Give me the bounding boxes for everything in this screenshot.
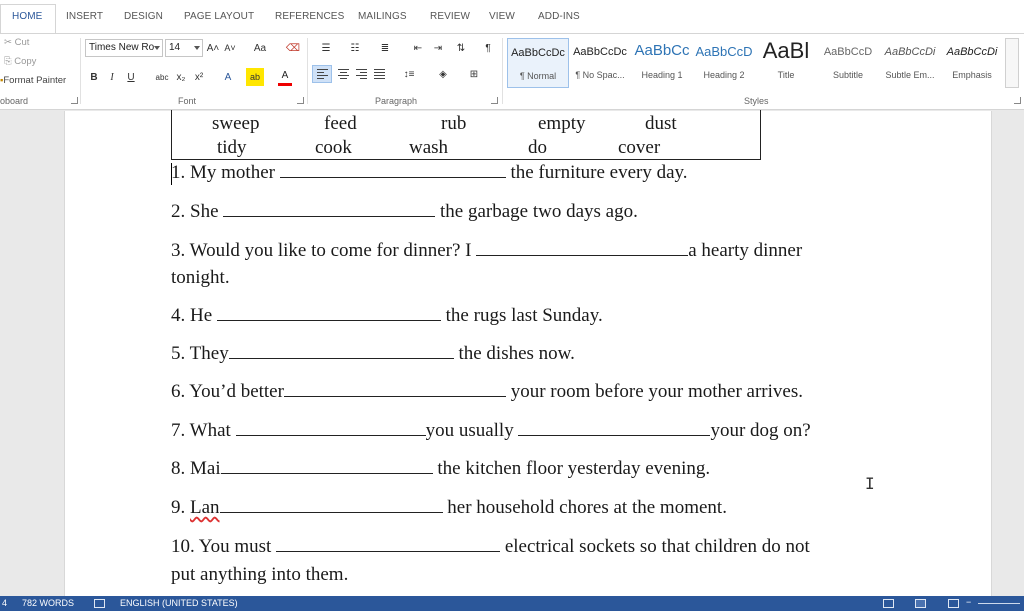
answer-blank[interactable] bbox=[284, 382, 506, 397]
underline-button[interactable]: U bbox=[127, 71, 135, 83]
clear-formatting-icon[interactable]: ⌫ bbox=[285, 42, 301, 54]
word-bank-item: wash bbox=[409, 137, 449, 158]
highlight-button[interactable]: ab bbox=[246, 68, 264, 86]
ribbon-tabs bbox=[0, 0, 1024, 34]
cut-button[interactable] bbox=[4, 37, 29, 48]
word-bank-item: tidy bbox=[217, 137, 247, 158]
tab-references[interactable]: REFERENCES bbox=[275, 11, 345, 22]
style-heading-1[interactable] bbox=[631, 38, 693, 88]
sentence-text: 10. You must bbox=[171, 536, 272, 557]
language-indicator[interactable]: ENGLISH (UNITED STATES) bbox=[120, 598, 238, 608]
tab-add-ins[interactable]: ADD-INS bbox=[538, 11, 580, 22]
word-bank-item: cook bbox=[315, 137, 352, 158]
font-name-dropdown[interactable] bbox=[85, 39, 163, 57]
misspelled-word[interactable]: Lan bbox=[190, 497, 220, 518]
style-subtle-emphasis[interactable] bbox=[879, 38, 941, 88]
zoom-slider[interactable] bbox=[978, 603, 1020, 604]
change-case-button[interactable]: Aa bbox=[253, 42, 267, 54]
sort-button[interactable]: ⇅ bbox=[456, 42, 466, 54]
tab-insert[interactable]: INSERT bbox=[66, 11, 104, 22]
styles-gallery-scrollbar[interactable] bbox=[1005, 38, 1019, 88]
read-mode-icon[interactable] bbox=[883, 599, 894, 608]
copy-icon: ⎘ bbox=[4, 56, 15, 67]
exercise-line-3 bbox=[171, 240, 802, 262]
scissors-icon: ✂ bbox=[4, 37, 15, 48]
style-preview: AaBbCcD bbox=[695, 44, 753, 59]
sentence-text: 8. Mai bbox=[171, 458, 221, 479]
style-normal[interactable] bbox=[507, 38, 569, 88]
sentence-text: tonight. bbox=[171, 267, 230, 288]
exercise-line-6 bbox=[171, 381, 803, 403]
sentence-text: electrical sockets so that children do not bbox=[504, 536, 810, 557]
exercise-line-4 bbox=[171, 305, 603, 327]
shading-icon[interactable]: ◈ bbox=[439, 68, 447, 80]
status-bar bbox=[0, 596, 1024, 611]
justify-icon[interactable] bbox=[371, 65, 387, 83]
tab-view[interactable]: VIEW bbox=[489, 11, 515, 22]
answer-blank[interactable] bbox=[476, 241, 688, 256]
numbering-icon[interactable]: ☷ bbox=[350, 42, 360, 54]
show-marks-button[interactable]: ¶ bbox=[485, 42, 491, 54]
exercise-line-3-cont bbox=[171, 267, 230, 289]
sentence-text: 3. Would you like to come for dinner? I bbox=[171, 240, 472, 261]
style-subtitle[interactable] bbox=[817, 38, 879, 88]
word-bank-item: dust bbox=[645, 113, 677, 134]
sentence-text: 4. He bbox=[171, 305, 213, 326]
font-group-label: Font bbox=[178, 96, 197, 106]
answer-blank[interactable] bbox=[221, 459, 433, 474]
group-divider bbox=[307, 38, 308, 104]
line-spacing-icon[interactable]: ↕≡ bbox=[403, 68, 415, 80]
text-effects-button[interactable]: A bbox=[224, 71, 232, 83]
style-preview: AaBbCcDc bbox=[511, 47, 565, 59]
style-emphasis[interactable] bbox=[941, 38, 1003, 88]
style-preview: AaBbCcDi bbox=[884, 46, 936, 58]
clipboard-group-label: oboard bbox=[0, 96, 29, 106]
proofing-icon[interactable] bbox=[94, 599, 105, 608]
style-heading-2[interactable] bbox=[693, 38, 755, 88]
sentence-text: the garbage two days ago. bbox=[440, 201, 638, 222]
style-no-spacing[interactable] bbox=[569, 38, 631, 88]
clipboard-launcher-icon[interactable] bbox=[71, 97, 78, 104]
exercise-line-10 bbox=[171, 536, 810, 558]
tab-review[interactable]: REVIEW bbox=[430, 11, 471, 22]
style-preview: AaBbCcD bbox=[823, 46, 873, 58]
zoom-out-icon[interactable]: − bbox=[966, 597, 972, 607]
tab-design[interactable]: DESIGN bbox=[124, 11, 163, 22]
styles-group-label: Styles bbox=[744, 96, 769, 106]
style-name: Emphasis bbox=[952, 70, 992, 80]
word-count[interactable]: 782 WORDS bbox=[22, 598, 75, 608]
tab-page-layout[interactable]: PAGE LAYOUT bbox=[184, 11, 255, 22]
cut-label: Cut bbox=[14, 37, 30, 48]
sentence-text: 5. They bbox=[171, 343, 229, 364]
chevron-down-icon bbox=[194, 46, 200, 50]
align-right-icon[interactable] bbox=[353, 65, 369, 83]
font-color-button[interactable]: A bbox=[278, 68, 292, 86]
sentence-text: 6. You’d better bbox=[171, 381, 284, 402]
sentence-text: the kitchen floor yesterday evening. bbox=[437, 458, 711, 479]
sentence-text: your room before your mother arrives. bbox=[510, 381, 803, 402]
exercise-line-7 bbox=[171, 420, 811, 442]
answer-blank[interactable] bbox=[223, 202, 435, 217]
styles-launcher-icon[interactable] bbox=[1014, 97, 1021, 104]
italic-button[interactable]: I bbox=[110, 71, 114, 83]
borders-icon[interactable]: ⊞ bbox=[469, 68, 479, 80]
style-name: ¶ No Spac... bbox=[575, 70, 625, 80]
sentence-text: put anything into them. bbox=[171, 564, 349, 585]
sentence-text: 7. What bbox=[171, 420, 231, 441]
superscript-button[interactable]: x² bbox=[194, 71, 204, 83]
style-preview: AaBl bbox=[762, 38, 810, 63]
exercise-line-5 bbox=[171, 343, 575, 365]
style-name: Heading 2 bbox=[703, 70, 745, 80]
sentence-text: the furniture every day. bbox=[510, 162, 688, 183]
bullets-icon[interactable]: ☰ bbox=[321, 42, 331, 54]
styles-gallery bbox=[507, 38, 1017, 88]
bold-button[interactable]: B bbox=[90, 71, 98, 83]
style-preview: AaBbCcDc bbox=[573, 46, 627, 58]
exercise-line-9 bbox=[171, 497, 727, 519]
align-left-icon[interactable] bbox=[312, 65, 332, 83]
subscript-button[interactable]: x₂ bbox=[176, 71, 186, 83]
web-layout-icon[interactable] bbox=[948, 599, 959, 608]
sentence-text: the dishes now. bbox=[458, 343, 575, 364]
sentence-text: your dog on? bbox=[710, 420, 811, 441]
font-name-value: Times New Ro bbox=[89, 42, 155, 53]
decrease-indent-icon[interactable]: ⇤ bbox=[413, 42, 423, 54]
sentence-text: a hearty dinner bbox=[688, 240, 803, 261]
exercise-line-1 bbox=[171, 162, 688, 184]
style-name: Heading 1 bbox=[641, 70, 683, 80]
style-name: Subtle Em... bbox=[885, 70, 935, 80]
exercise-line-8 bbox=[171, 458, 710, 480]
paintbrush-icon: ▪ bbox=[0, 75, 4, 86]
answer-blank[interactable] bbox=[236, 421, 426, 436]
word-bank-item: do bbox=[528, 137, 547, 158]
answer-blank[interactable] bbox=[280, 163, 506, 178]
print-layout-icon[interactable] bbox=[915, 599, 926, 608]
tab-mailings[interactable]: MAILINGS bbox=[358, 11, 407, 22]
grow-font-button[interactable]: A˄ bbox=[206, 42, 220, 54]
page-indicator[interactable]: 4 bbox=[2, 598, 8, 608]
word-bank-item: cover bbox=[618, 137, 661, 158]
copy-label: Copy bbox=[14, 56, 37, 67]
answer-blank[interactable] bbox=[229, 344, 454, 359]
align-center-icon[interactable] bbox=[335, 65, 351, 83]
paragraph-group-label: Paragraph bbox=[375, 96, 418, 106]
sentence-text: 9. bbox=[171, 497, 190, 518]
font-size-dropdown[interactable] bbox=[165, 39, 203, 57]
ribbon bbox=[0, 33, 1024, 110]
tab-home[interactable]: HOME bbox=[12, 11, 43, 22]
sentence-text: the rugs last Sunday. bbox=[445, 305, 603, 326]
sentence-text: her household chores at the moment. bbox=[447, 497, 727, 518]
sentence-text: 1. My mother bbox=[171, 162, 275, 183]
style-preview: AaBbCcDi bbox=[946, 46, 998, 58]
exercise-line-10-cont bbox=[171, 564, 348, 586]
multilevel-list-icon[interactable]: ≣ bbox=[380, 42, 390, 54]
answer-blank[interactable] bbox=[276, 537, 500, 552]
answer-blank[interactable] bbox=[220, 498, 443, 513]
format-painter-label: Format Painter bbox=[3, 75, 67, 86]
sentence-text: 2. She bbox=[171, 201, 219, 222]
chevron-down-icon bbox=[154, 46, 160, 50]
strikethrough-button[interactable]: abc bbox=[155, 72, 169, 82]
style-name: ¶ Normal bbox=[519, 71, 557, 81]
increase-indent-icon[interactable]: ⇥ bbox=[433, 42, 443, 54]
style-preview: AaBbCc bbox=[634, 42, 690, 59]
shrink-font-button[interactable]: A˅ bbox=[224, 43, 236, 53]
font-size-value: 14 bbox=[169, 42, 181, 53]
exercise-line-2 bbox=[171, 201, 638, 223]
word-bank-item: sweep bbox=[212, 113, 260, 134]
style-name: Subtitle bbox=[832, 70, 864, 80]
group-divider bbox=[502, 38, 503, 104]
mouse-ibeam-cursor: I bbox=[865, 474, 875, 493]
group-divider bbox=[80, 38, 81, 104]
style-title[interactable] bbox=[755, 38, 817, 88]
answer-blank[interactable] bbox=[518, 421, 710, 436]
answer-blank[interactable] bbox=[217, 306, 441, 321]
word-bank-item: empty bbox=[538, 113, 586, 134]
copy-button[interactable] bbox=[4, 56, 36, 67]
sentence-text: you usually bbox=[425, 420, 514, 441]
style-name: Title bbox=[777, 70, 795, 80]
paragraph-launcher-icon[interactable] bbox=[491, 97, 498, 104]
word-bank-item: feed bbox=[324, 113, 357, 134]
font-launcher-icon[interactable] bbox=[297, 97, 304, 104]
format-painter-button[interactable] bbox=[0, 75, 66, 86]
word-bank-item: rub bbox=[441, 113, 467, 134]
